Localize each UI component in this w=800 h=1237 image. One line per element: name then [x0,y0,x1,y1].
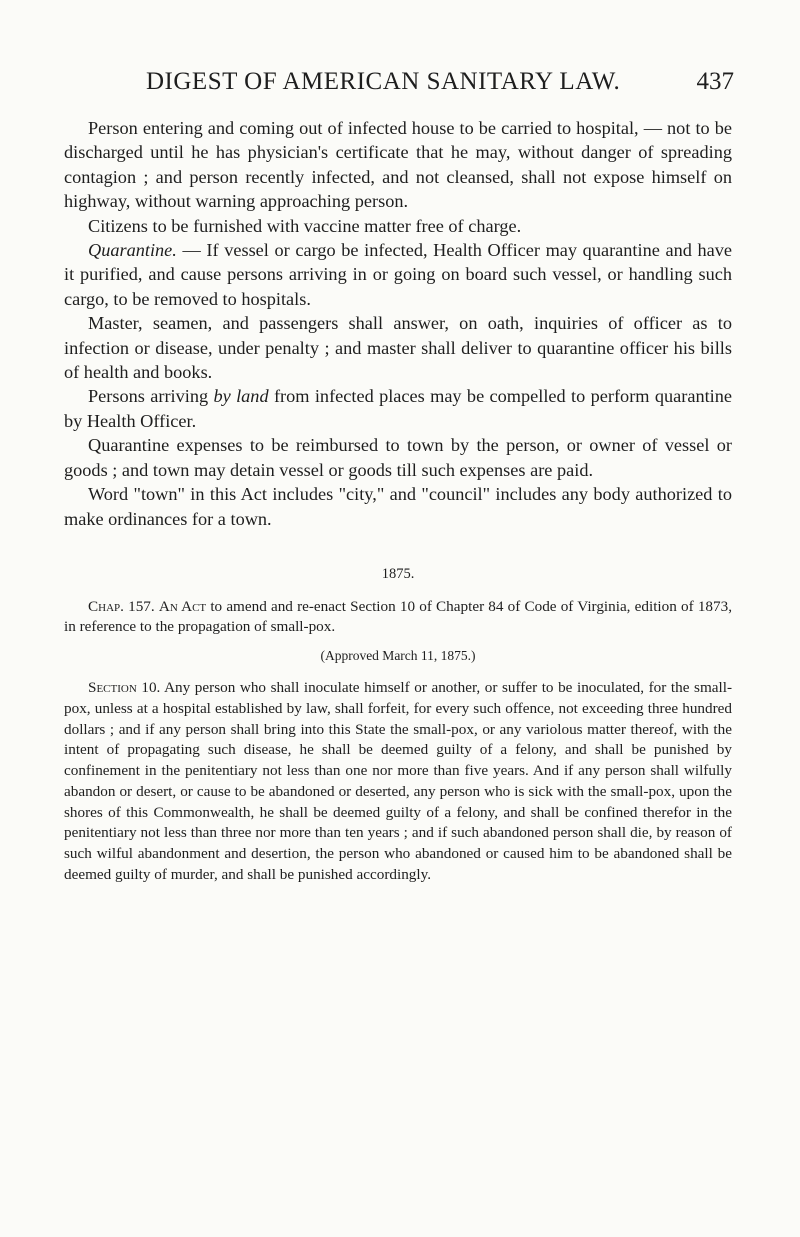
section-text: Any person who shall inoculate himself or another, or suffer to be inoculated, for the small-pox, unless at a hospital established by law, shall forfeit, for every such offence, not exceeding three hundred dollars ; and if any person shall bring into this State the small-pox, or any variolous matter thereof, with the intent of propagating such disease, he shall be deemed guilty of a felony, and shall be punished by confinement in the penitentiary not less than one nor more than five years. And if any person shall wilfully abandon or desert, or cause to be abandoned or deserted, any person who is sick with the small-pox, upon the shores of this Commonwealth, he shall be deemed guilty of a felony, and shall be confined therefor in the penitentiary not less than three nor more than ten years ; and if such abandoned person shall die, by reason of such wilful abandonment and desertion, the person who abandoned or caused him to be abandoned shall be deemed guilty of murder, and shall be punished accordingly. [64,678,732,884]
quarantine-heading: Quarantine. [88,240,177,261]
paragraph-vaccine: Citizens to be furnished with vaccine matter free of charge. [88,215,522,236]
running-head [64,68,732,104]
paragraph-by-land: Persons arriving by land from infected places may be compelled to perform quarantine by Health Officer. [64,386,733,431]
body-text [64,116,732,531]
chapter-label: Chap. 157. [88,597,155,615]
paragraph-hospital: Person entering and coming out of infected house to be carried to hospital, — not to be discharged until he has physician's certificate that he may, without danger of spreading contagion ; and person recently infected, and not cleansed, shall not expose himself on highway, without warning approaching person. [64,118,732,212]
paragraph-expenses: Quarantine expenses to be reimbursed to town by the person, or owner of vessel or goods ; and town may detain vessel or goods till such expenses are paid. [64,435,732,480]
section-label: Section 10. [88,678,161,696]
paragraph-quarantine: Quarantine. — If vessel or cargo be infected, Health Officer may quarantine and have it purified, and cause persons arriving in or going on board such vessel, or handling such cargo, to be removed to hospitals. [64,240,732,309]
year-heading: 1875. [381,565,415,582]
page-number: 437 [696,68,734,95]
chapter-description: to amend and re-enact Section 10 of Chapter 84 of Code of Virginia, edition of 1873, in reference to the propagation of small-pox. [64,597,733,636]
approved-date: (Approved March 11, 1875.) [320,647,476,663]
paragraph-master-seamen: Master, seamen, and passengers shall answer, on oath, inquiries of officer as to infection or disease, under penalty ; and master shall deliver to quarantine officer his bills of health and books. [64,313,732,383]
by-land-emphasis: by land [213,386,269,407]
section-10 [64,678,732,886]
paragraph-definitions: Word "town" in this Act includes "city," and "council" includes any body authorized to make ordinances for a town. [64,484,732,529]
act-label: An Act [158,597,207,615]
running-title: DIGEST OF AMERICAN SANITARY LAW. [146,68,621,95]
book-page [64,68,732,886]
chapter-heading [64,597,732,638]
